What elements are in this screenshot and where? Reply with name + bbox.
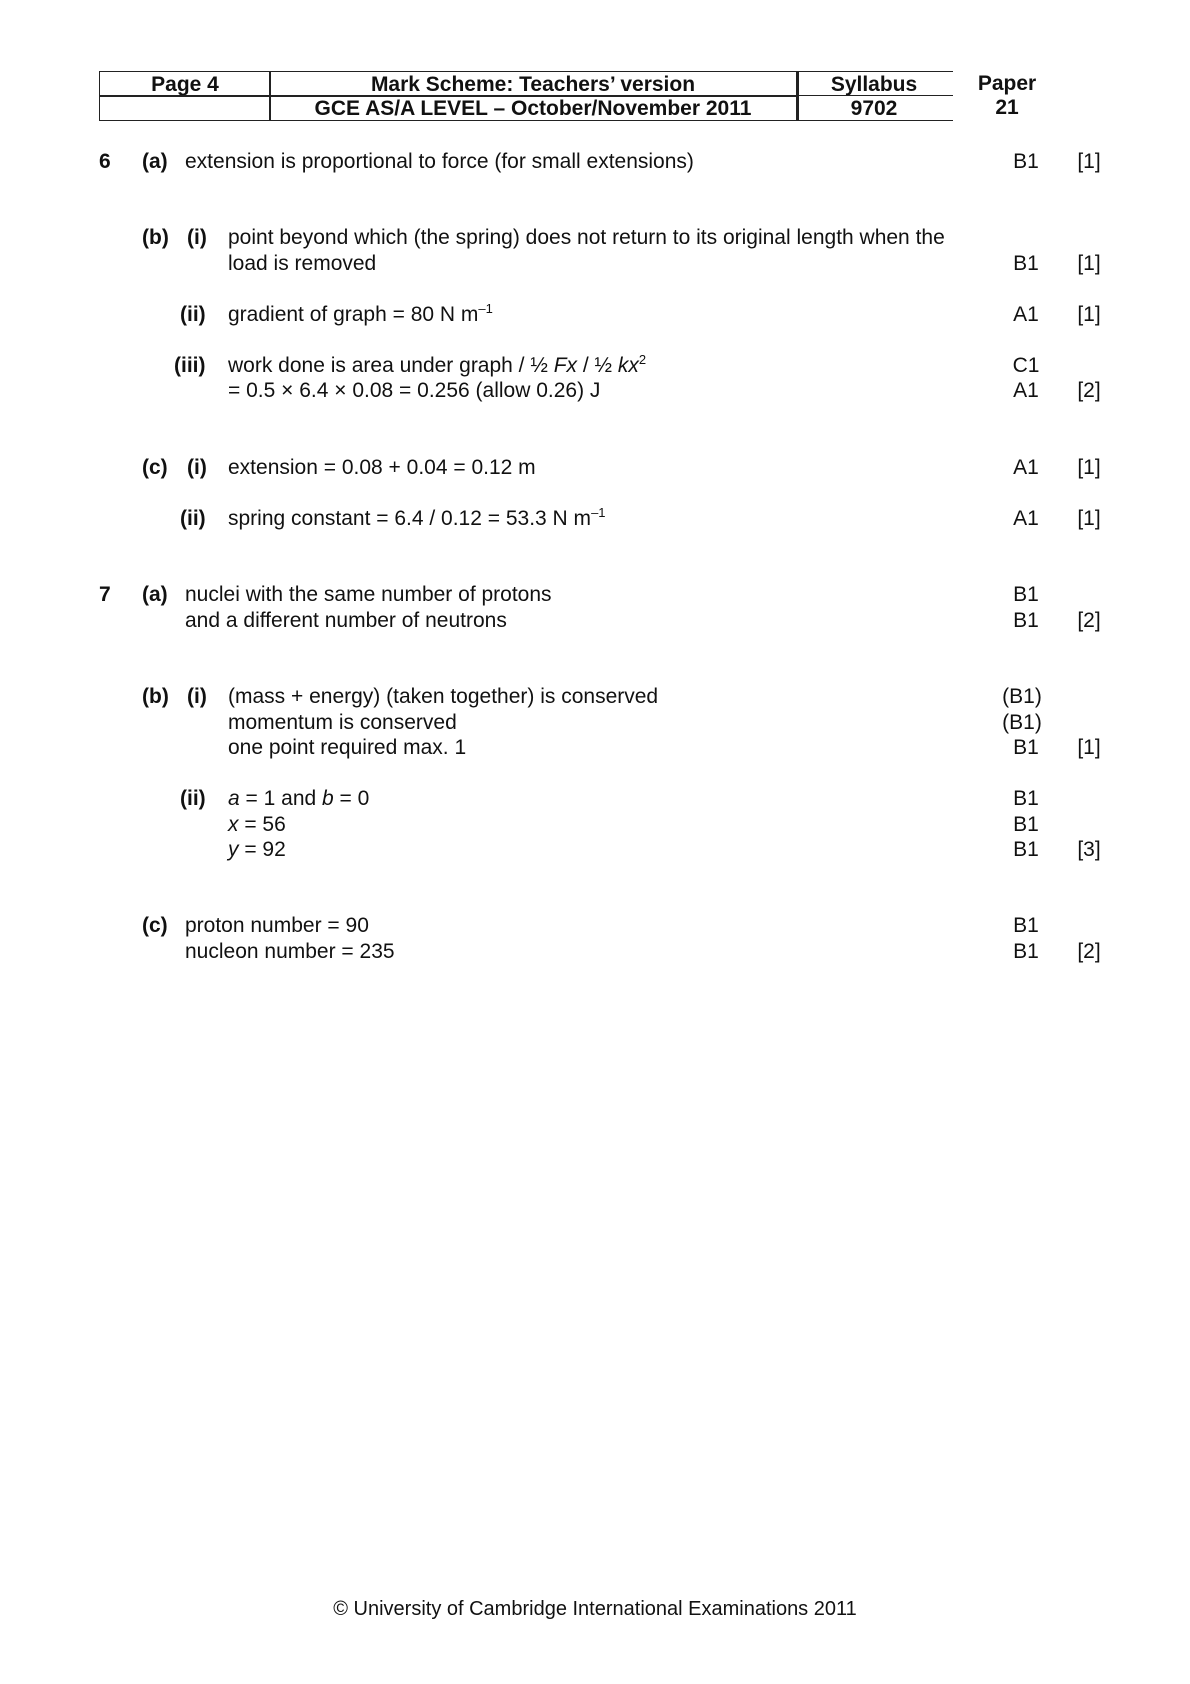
mark-code: A1 xyxy=(1013,303,1039,326)
answer-text: extension is proportional to force (for small extensions) xyxy=(185,150,694,173)
answer-text: a = 1 and b = 0 xyxy=(228,787,370,810)
mark-code: A1 xyxy=(1013,456,1039,479)
answer-text: one point required max. 1 xyxy=(228,736,467,759)
mark-total: [1] xyxy=(1077,507,1101,530)
mark-code: C1 xyxy=(1012,354,1040,377)
answer-text: (mass + energy) (taken together) is conserved xyxy=(228,685,659,708)
subpart-label: (ii) xyxy=(180,787,206,810)
answer-text: gradient of graph = 80 N $m^{-1}$ xyxy=(228,301,493,326)
subpart-label: (i) xyxy=(187,456,207,479)
answer-text: and a different number of neutrons xyxy=(185,609,507,632)
mark-code: B1 xyxy=(1013,150,1039,173)
part-label: (a) xyxy=(142,583,168,606)
mark-total: [3] xyxy=(1077,838,1101,861)
answer-text: load is removed xyxy=(228,252,377,275)
header-divider xyxy=(797,71,799,121)
answer-text: x = 56 xyxy=(228,813,286,836)
mark-code: B1 xyxy=(1013,252,1039,275)
answer-text: nuclei with the same number of protons xyxy=(185,583,552,606)
answer-text: proton number = 90 xyxy=(185,914,369,937)
header-title: Mark Scheme: Teachers’ version xyxy=(269,71,797,97)
part-label: (b) xyxy=(142,226,169,249)
mark-code: B1 xyxy=(1013,813,1039,836)
syllabus-code: 9702 xyxy=(795,95,953,121)
subpart-label: (iii) xyxy=(174,354,206,377)
answer-text: = 0.5 × 6.4 × 0.08 = 0.256 (allow 0.26) J xyxy=(228,379,601,402)
mark-code: A1 xyxy=(1013,379,1039,402)
syllabus-label: Syllabus xyxy=(795,71,953,97)
mark-code: B1 xyxy=(1013,838,1039,861)
subpart-label: (i) xyxy=(187,226,207,249)
subpart-label: (ii) xyxy=(180,507,206,530)
header-subtitle: GCE AS/A LEVEL – October/November 2011 xyxy=(269,95,797,121)
mark-code: A1 xyxy=(1013,507,1039,530)
mark-code: B1 xyxy=(1013,787,1039,810)
mark-total: [1] xyxy=(1077,252,1101,275)
paper-label: Paper xyxy=(977,72,1037,95)
part-label: (c) xyxy=(142,456,168,479)
question-number: 6 xyxy=(99,150,111,173)
answer-text: nucleon number = 235 xyxy=(185,940,395,963)
mark-code: B1 xyxy=(1013,914,1039,937)
part-label: (a) xyxy=(142,150,168,173)
answer-text: extension = 0.08 + 0.04 = 0.12 m xyxy=(228,456,536,479)
mark-code: B1 xyxy=(1013,736,1039,759)
answer-text: work done is area under graph / ½ Fx / ½ $kx^2$ xyxy=(228,352,647,377)
question-number: 7 xyxy=(99,583,111,606)
mark-total: [1] xyxy=(1077,736,1101,759)
header-empty-cell xyxy=(99,95,271,121)
answer-text: spring constant = 6.4 / 0.12 = 53.3 N $m^{-1}$ xyxy=(228,505,606,530)
mark-code: (B1) xyxy=(1002,711,1042,734)
paper-number: 21 xyxy=(995,96,1019,119)
mark-code: B1 xyxy=(1013,940,1039,963)
subpart-label: (ii) xyxy=(180,303,206,326)
subpart-label: (i) xyxy=(187,685,207,708)
page-number: Page 4 xyxy=(99,71,271,97)
mark-total: [1] xyxy=(1077,456,1101,479)
mark-total: [2] xyxy=(1077,379,1101,402)
answer-text: y = 92 xyxy=(228,838,286,861)
answer-text: momentum is conserved xyxy=(228,711,457,734)
mark-total: [1] xyxy=(1077,150,1101,173)
mark-code: B1 xyxy=(1013,583,1039,606)
mark-code: B1 xyxy=(1013,609,1039,632)
mark-total: [2] xyxy=(1077,940,1101,963)
copyright-footer: © University of Cambridge International Examinations 2011 xyxy=(333,1598,857,1620)
part-label: (b) xyxy=(142,685,169,708)
mark-total: [2] xyxy=(1077,609,1101,632)
part-label: (c) xyxy=(142,914,168,937)
answer-text: point beyond which (the spring) does not return to its original length when the xyxy=(228,226,945,249)
mark-total: [1] xyxy=(1077,303,1101,326)
mark-code: (B1) xyxy=(1002,685,1042,708)
